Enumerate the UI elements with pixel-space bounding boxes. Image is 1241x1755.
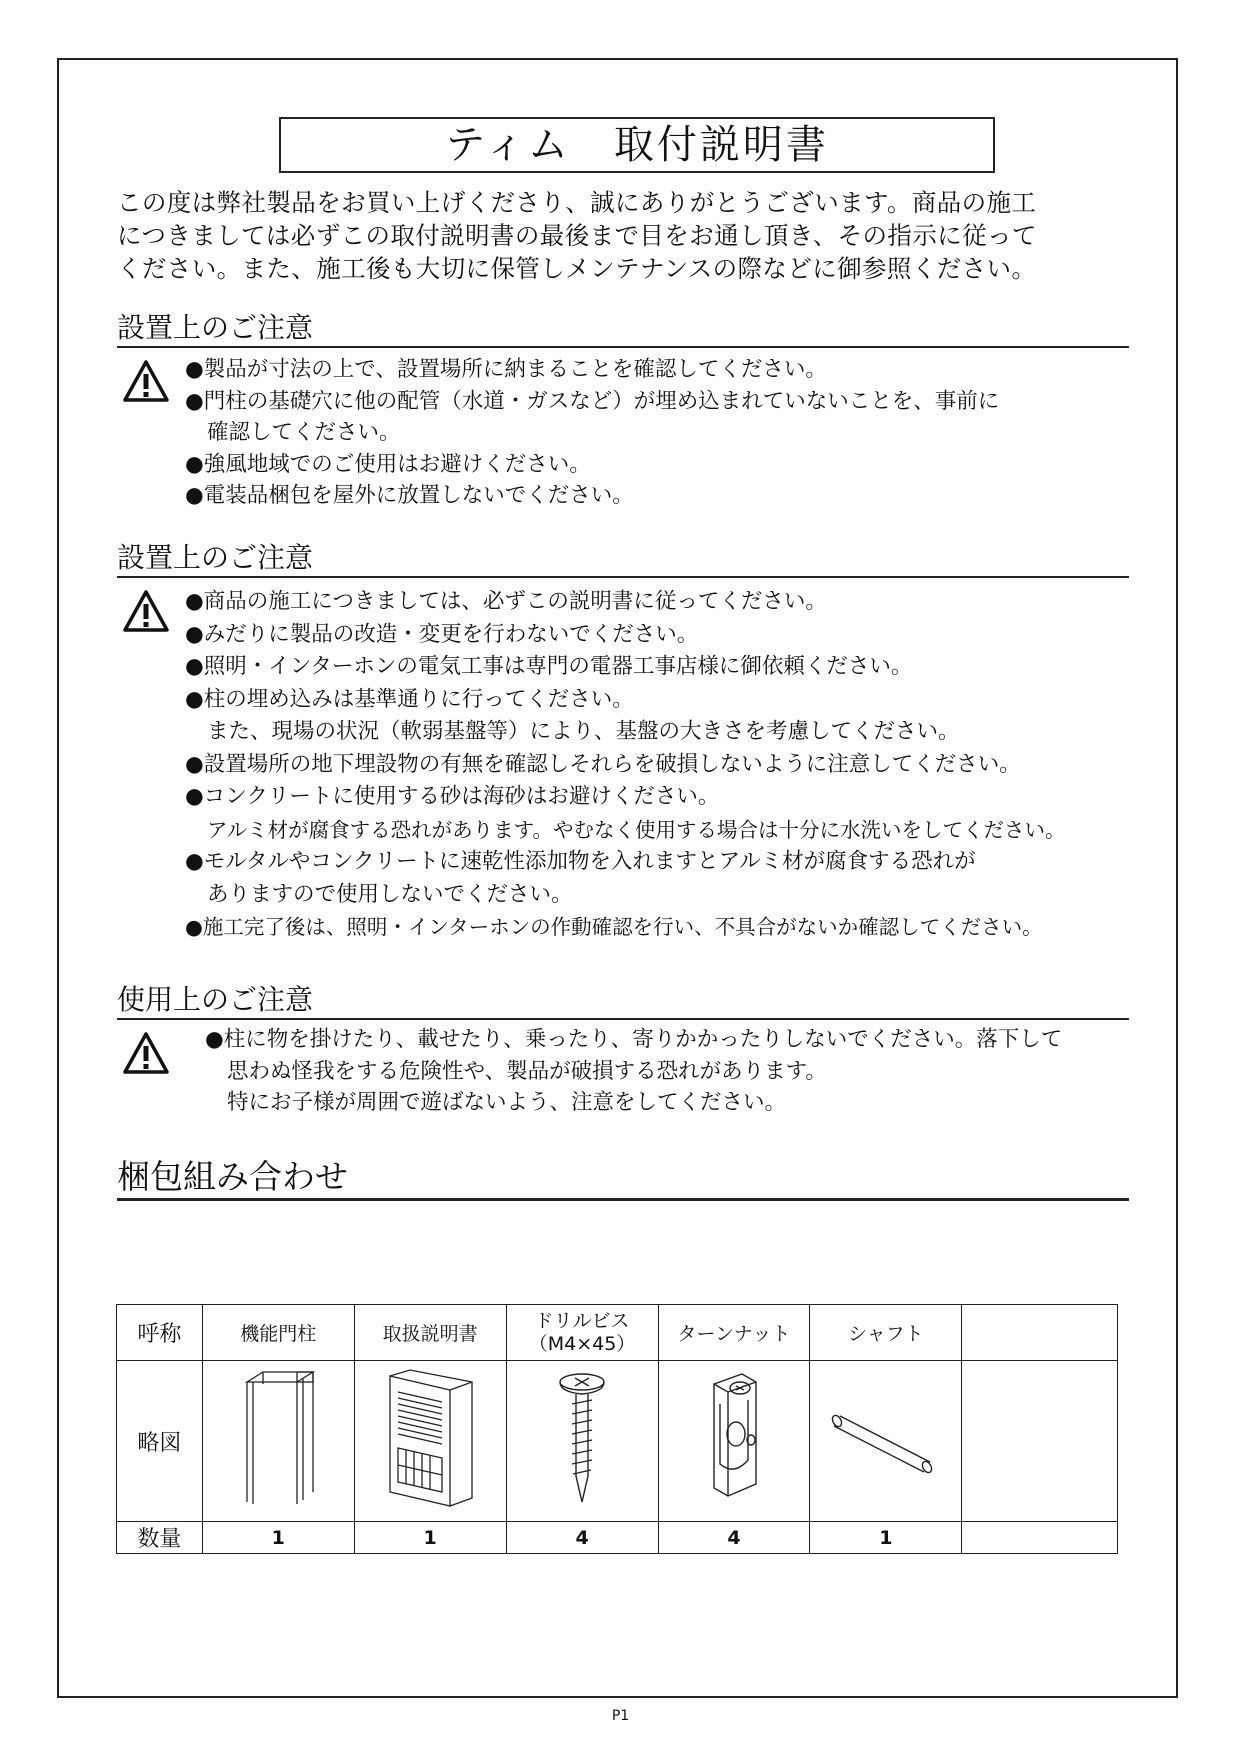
item-diagram-cell xyxy=(810,1361,962,1522)
bullet-continuation: 特にお子様が周囲で遊ばないよう、注意をしてください。 xyxy=(227,1090,787,1115)
item-diagram-cell xyxy=(658,1361,810,1522)
page-number: P1 xyxy=(611,1708,630,1724)
bullet-continuation: アルミ材が腐食する恐れがあります。やむなく使用する場合は十分に水洗いをしてください。 xyxy=(207,817,1066,842)
bullet-continuation: 思わぬ怪我をする危険性や、製品が破損する恐れがあります。 xyxy=(227,1058,827,1084)
item-name-line: ドリルビス xyxy=(534,1309,630,1332)
manual-icon xyxy=(380,1364,480,1514)
bullet-item: ●柱に物を掛けたり、載せたり、乗ったり、寄りかかったりしないでください。落下して xyxy=(205,1027,1063,1052)
section-heading-installation-1: 設置上のご注意 xyxy=(117,310,1129,348)
section1-bullets xyxy=(185,354,999,512)
row-label-qty: 数量 xyxy=(117,1522,203,1554)
item-name-gate-post: 機能門柱 xyxy=(202,1305,354,1361)
item-diagram-cell-empty xyxy=(962,1361,1118,1522)
bullet-item: ●強風地域でのご使用はお避けください。 xyxy=(185,451,591,477)
intro-line: につきましては必ずこの取付説明書の最後まで目をお通し頂き、その指示に従って xyxy=(117,221,1037,250)
item-name-turn-nut: ターンナット xyxy=(658,1305,810,1361)
row-label-diagram: 略図 xyxy=(117,1361,203,1522)
section3-bullets xyxy=(205,1024,1062,1119)
item-diagram-cell xyxy=(354,1361,506,1522)
bullet-item: ●みだりに製品の改造・変更を行わないでください。 xyxy=(185,621,699,647)
intro-line: この度は弊社製品をお買い上げくださり、誠にありがとうございます。商品の施工 xyxy=(117,188,1037,217)
bullet-item: ●照明・インターホンの電気工事は専門の電器工事店様に御依頼ください。 xyxy=(185,654,913,679)
item-diagram-cell xyxy=(506,1361,658,1522)
table-row-diagram xyxy=(117,1361,1118,1522)
bullet-item: ●モルタルやコンクリートに速乾性添加物を入れますとアルミ材が腐食する恐れが xyxy=(185,849,976,874)
page-title: ティム 取付説明書 xyxy=(279,117,995,173)
turn-nut-icon xyxy=(694,1364,774,1514)
bullet-continuation: ありますので使用しないでください。 xyxy=(207,881,573,907)
warning-icon xyxy=(122,588,170,636)
item-qty: 1 xyxy=(202,1522,354,1554)
row-label-name: 呼称 xyxy=(117,1305,203,1361)
gate-post-icon xyxy=(233,1364,323,1514)
shaft-icon xyxy=(826,1364,946,1514)
intro-paragraph xyxy=(117,186,1137,285)
bullet-item: ●門柱の基礎穴に他の配管（水道・ガスなど）が埋め込まれていないことを、事前に xyxy=(185,388,1000,414)
bullet-item: ●コンクリートに使用する砂は海砂はお避けください。 xyxy=(185,784,720,809)
section2-bullets xyxy=(185,586,1066,944)
bullet-item: ●設置場所の地下埋設物の有無を確認しそれらを破損しないように注意してください。 xyxy=(185,751,1021,777)
bullet-item: ●製品が寸法の上で、設置場所に納まることを確認してください。 xyxy=(185,357,827,382)
item-name-empty xyxy=(962,1305,1118,1361)
item-diagram-cell xyxy=(202,1361,354,1522)
item-name-manual: 取扱説明書 xyxy=(354,1305,506,1361)
item-qty xyxy=(962,1522,1118,1554)
package-contents-table xyxy=(116,1304,1118,1554)
table-row-quantity xyxy=(117,1522,1118,1554)
warning-icon xyxy=(122,1030,170,1078)
item-qty: 1 xyxy=(810,1522,962,1554)
table-row-name xyxy=(117,1305,1118,1361)
warning-icon xyxy=(122,358,170,406)
section-heading-installation-2: 設置上のご注意 xyxy=(117,540,1129,578)
drill-screw-icon xyxy=(547,1364,617,1514)
item-name-shaft: シャフト xyxy=(810,1305,962,1361)
item-spec-line: （M4×45） xyxy=(528,1332,636,1355)
bullet-continuation: 確認してください。 xyxy=(207,420,401,445)
item-name-drill-screw xyxy=(506,1305,658,1361)
bullet-item: ●柱の埋め込みは基準通りに行ってください。 xyxy=(185,686,634,712)
bullet-item: ●電装品梱包を屋外に放置しないでください。 xyxy=(185,483,634,508)
section-heading-package-contents: 梱包組み合わせ xyxy=(117,1156,1129,1201)
item-qty: 4 xyxy=(658,1522,810,1554)
bullet-item: ●商品の施工につきましては、必ずこの説明書に従ってください。 xyxy=(185,589,827,614)
bullet-item: ●施工完了後は、照明・インターホンの作動確認を行い、不具合がないか確認してください。 xyxy=(185,915,1043,939)
item-qty: 1 xyxy=(354,1522,506,1554)
bullet-continuation: また、現場の状況（軟弱基盤等）により、基盤の大きさを考慮してください。 xyxy=(207,719,960,744)
item-qty: 4 xyxy=(506,1522,658,1554)
section-heading-usage: 使用上のご注意 xyxy=(117,982,1129,1020)
intro-line: ください。また、施工後も大切に保管しメンテナンスの際などに御参照ください。 xyxy=(117,254,1037,283)
